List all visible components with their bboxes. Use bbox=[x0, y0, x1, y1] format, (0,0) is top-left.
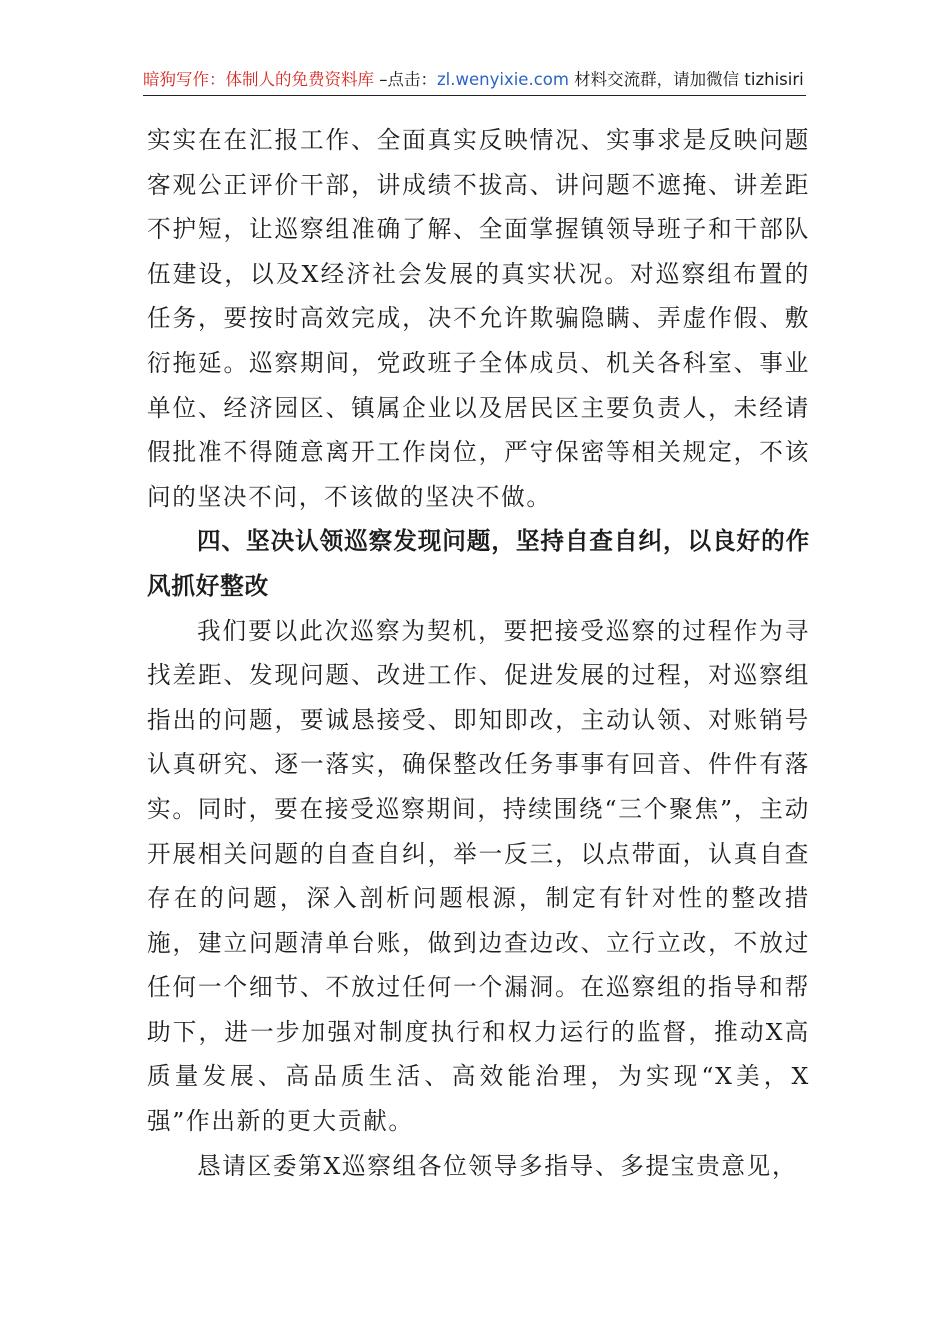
header-wechat-note: 材料交流群，请加微信 tizhisiri bbox=[568, 70, 804, 89]
header-divider bbox=[143, 95, 806, 96]
page-header bbox=[143, 66, 806, 94]
paragraph-continued: 实实在在汇报工作、全面真实反映情况、实事求是反映问题客观公正评价干部，讲成绩不拔高、讲问题不遮掩、讲差距不护短，让巡察组准确了解、全面掌握镇领导班子和干部队伍建设，以及X经济社会发展的真实状况。对巡察组布置的任务，要按时高效完成，决不允许欺骗隐瞒、弄虚作假、敷衍拖延。巡察期间，党政班子全体成员、机关各科室、事业单位、经济园区、镇属企业以及居民区主要负责人，未经请假批准不得随意离开工作岗位，严守保密等相关规定，不该问的坚决不问，不该做的坚决不做。 bbox=[147, 126, 810, 511]
document-body bbox=[147, 118, 810, 1188]
header-link[interactable]: zl.wenyixie.com bbox=[437, 70, 569, 89]
paragraph-rectification: 我们要以此次巡察为契机，要把接受巡察的过程作为寻找差距、发现问题、改进工作、促进发展的过程，对巡察组指出的问题，要诚恳接受、即知即改，主动认领、对账销号认真研究、逐一落实，确保整改任务事事有回音、件件有落实。同时，要在接受巡察期间，持续围绕“三个聚焦”，主动开展相关问题的自查自纠，举一反三，以点带面，认真自查存在的问题，深入剖析问题根源，制定有针对性的整改措施，建立问题清单台账，做到边查边改、立行立改，不放过任何一个细节、不放过任何一个漏洞。在巡察组的指导和帮助下，进一步加强对制度执行和权力运行的监督，推动X高质量发展、高品质生活、高效能治理，为实现“X美，X强”作出新的更大贡献。 bbox=[147, 616, 810, 1136]
header-site-name: 暗狗写作：体制人的免费资料库 bbox=[143, 70, 374, 89]
section-heading-4: 四、坚决认领巡察发现问题，坚持自查自纠，以良好的作风抓好整改 bbox=[147, 527, 810, 600]
paragraph-closing: 恳请区委第X巡察组各位领导多指导、多提宝贵意见， bbox=[197, 1151, 798, 1180]
header-click-label: –点击： bbox=[374, 70, 437, 89]
